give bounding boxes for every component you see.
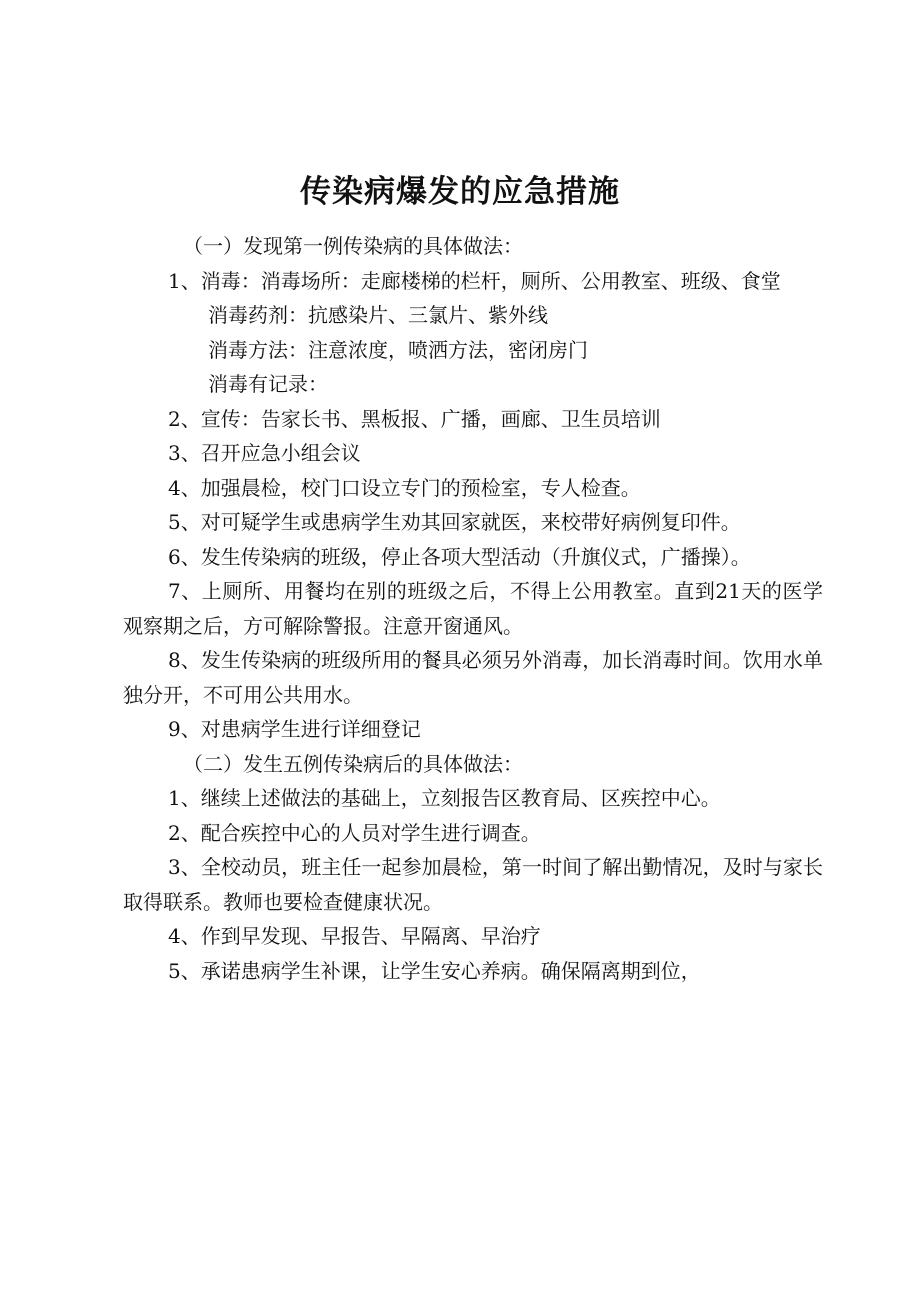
document-title: 传染病爆发的应急措施 — [300, 174, 620, 210]
section1-item-9: 9、对患病学生进行详细登记 — [168, 717, 421, 741]
document-body — [123, 229, 823, 988]
section2-item-4: 4、作到早发现、早报告、早隔离、早治疗 — [168, 924, 541, 948]
section1-item-8: 8、发生传染病的班级所用的餐具必须另外消毒，加长消毒时间。饮用水单独分开，不可用公共用水。 — [123, 648, 823, 707]
section1-heading: （一）发现第一例传染病的具体做法： — [183, 234, 523, 258]
section1-item-4: 4、加强晨检，校门口设立专门的预检室，专人检查。 — [168, 475, 641, 500]
section2-item-5: 5、承诺患病学生补课，让学生安心养病。确保隔离期到位， — [168, 958, 701, 983]
section1-item-1-record: 消毒有记录： — [208, 372, 328, 396]
section2-item-1: 1、继续上述做法的基础上，立刻报告区教育局、区疾控中心。 — [168, 786, 721, 810]
section1-item-3: 3、召开应急小组会议 — [168, 441, 361, 465]
section1-item-1-method: 消毒方法：注意浓度，喷洒方法，密闭房门 — [208, 337, 588, 362]
section2-item-2: 2、配合疾控中心的人员对学生进行调查。 — [168, 820, 541, 845]
section1-item-7: 7、上厕所、用餐均在别的班级之后，不得上公用教室。直到21天的医学观察期之后，方可解除警报。注意开窗通风。 — [123, 579, 823, 638]
section2-heading: （二）发生五例传染病后的具体做法： — [183, 751, 523, 776]
section1-item-1: 1、消毒：消毒场所：走廊楼梯的栏杆，厕所、公用教室、班级、食堂 — [168, 268, 781, 293]
section1-item-1-disinfectant: 消毒药剂：抗感染片、三氯片、紫外线 — [208, 303, 548, 327]
section2-item-3: 3、全校动员，班主任一起参加晨检，第一时间了解出勤情况，及时与家长取得联系。教师也要检查健康状况。 — [123, 855, 823, 914]
section1-item-6: 6、发生传染病的班级，停止各项大型活动（升旗仪式，广播操）。 — [168, 544, 751, 569]
section1-item-5: 5、对可疑学生或患病学生劝其回家就医，来校带好病例复印件。 — [168, 510, 741, 534]
section1-item-2: 2、宣传：告家长书、黑板报、广播，画廊、卫生员培训 — [168, 406, 661, 431]
